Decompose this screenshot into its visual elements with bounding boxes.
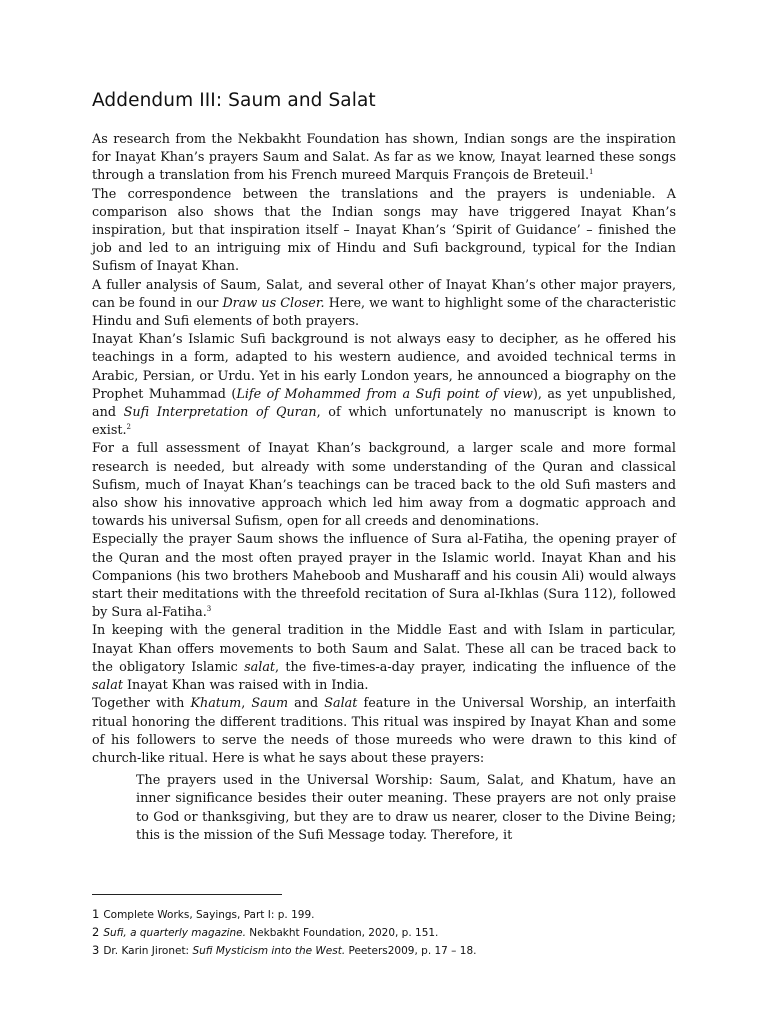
footnote-text: Complete Works, Sayings, Part I: p. 199. [103,909,315,921]
footnote-number: 2 [92,925,100,939]
paragraph-4 [92,331,676,440]
footnote-text: Dr. Karin Jironet: [103,945,193,957]
paragraph-text: As research from the Nekbakht Foundation has shown, Indian songs are the inspiration for Inayat Khan’s prayers Saum and Salat. As far as we know, Inayat learned these songs through a translation from his French mureed Marquis François de Breteuil. [92,132,676,184]
footnote-text: Nekbakht Foundation, 2020, p. 151. [245,927,439,939]
paragraph-8 [92,695,676,768]
term: salat [92,678,123,694]
term: Khatum [190,696,242,712]
paragraph-text: In keeping with the general tradition in the Middle East and with Islam in particular, Inayat Khan offers movements to both Saum and Salat. These all can be traced back to the obligatory Islamic [92,623,676,675]
book-title: Life of Mohammed from a Sufi point of view [236,386,533,402]
footnote-number: 3 [92,943,100,957]
book-title: Sufi Interpretation of Quran [123,405,317,421]
paragraph-text: Here, we want to highlight some of the characteristic Hindu and Sufi elements of both prayers. [92,295,676,330]
footnote-2 [92,924,676,942]
book-title: Draw us Closer. [222,295,325,311]
footnote-ref[interactable]: 1 [589,168,594,177]
paragraph-text: , of which unfortunately no manuscript is known to exist. [92,405,677,439]
footnote-divider [92,894,282,895]
block-quote: The prayers used in the Universal Worship: Saum, Salat, and Khatum, have an inner significance besides their outer meaning. These prayers are not only praise to God or thanksgiving, but they are to draw us nearer, closer to the Divine Being; this is the mission of the Sufi Message today. Therefore, it [136,773,676,843]
paragraph-text: , the five-times-a-day prayer, indicating the influence of the [275,659,676,675]
paragraph-text: , [241,696,252,712]
paragraph-text: A fuller analysis of Saum, Salat, and several other of Inayat Khan’s other major prayers, can be found in our [92,277,676,311]
paragraph-text: ), as yet unpublished, and [92,386,676,421]
paragraph-6 [92,531,676,622]
footnote-number: 1 [92,907,100,921]
paragraph-text: and [288,696,325,712]
term: Salat [324,696,358,712]
footnote-title: Sufi, a quarterly magazine. [103,927,246,939]
term: Saum [251,696,289,712]
footnote-title: Sufi Mysticism into the West. [192,945,346,957]
paragraph-1 [92,131,676,186]
footnotes [92,906,676,960]
footnote-ref[interactable]: 2 [126,423,132,431]
paragraph-5 [92,440,676,531]
term: salat [244,659,276,675]
paragraph-text: Inayat Khan was raised with in India. [122,678,369,694]
paragraph-2 [92,186,676,277]
document-body [92,88,676,845]
paragraph-7 [92,622,676,695]
footnote-1 [92,906,676,924]
footnote-text: Peeters2009, p. 17 – 18. [345,945,477,957]
page-title: Addendum III: Saum and Salat [92,90,376,111]
paragraph-text: The correspondence between the translations and the prayers is undeniable. A comparison also shows that the Indian songs may have triggered Inayat Khan’s inspiration, but that inspiration itself – Inayat Khan’s ‘Spirit of Guidance’ – finished the job and led to an intriguing mix of Hindu and Sufi background, typical for the Indian Sufism of Inayat Khan. [92,186,676,275]
paragraph-text: Inayat Khan’s Islamic Sufi background is not always easy to decipher, as he offered his teachings in a form, adapted to his western audience, and avoided technical terms in Arabic, Persian, or Urdu. Yet in his early London years, he announced a biography on the Prophet Muhammad ( [92,332,676,402]
footnote-3 [92,942,676,960]
paragraph-text: feature in the Universal Worship, an interfaith ritual honoring the different traditions. This ritual was inspired by Inayat Khan and some of his followers to serve the needs of those mureeds who were drawn to this kind of church-like ritual. Here is what he says about these prayers: [92,696,677,766]
paragraph-text: Especially the prayer Saum shows the influence of Sura al-Fatiha, the opening prayer of the Quran and the most often prayed prayer in the Islamic world. Inayat Khan and his Companions (his two brothers Maheboob and Musharaff and his cousin Ali) would always start their meditations with the threefold recitation of Sura al-Ikhlas (Sura 112), followed by Sura al-Fatiha. [92,532,676,621]
paragraph-text: For a full assessment of Inayat Khan’s background, a larger scale and more formal research is needed, but already with some understanding of the Quran and classical Sufism, much of Inayat Khan’s teachings can be traced back to the old Sufi masters and also show his innovative approach which led him away from a dogmatic approach and towards his universal Sufism, open for all creeds and denominations. [92,441,676,530]
paragraph-3 [92,277,676,332]
paragraph-text: Together with [92,696,191,712]
footnote-ref[interactable]: 3 [206,605,212,614]
